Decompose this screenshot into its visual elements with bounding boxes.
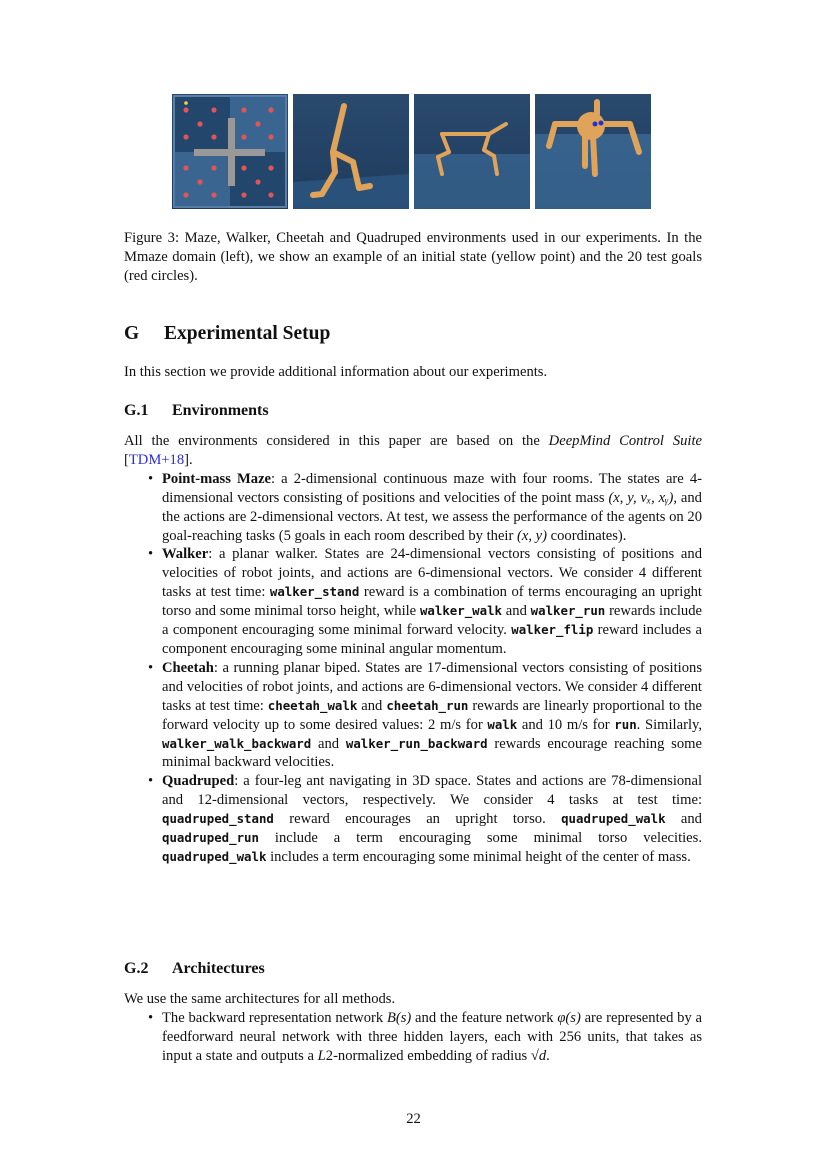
italic-text: DeepMind Control Suite xyxy=(548,433,702,449)
text-run: and 10 m/s for xyxy=(517,716,615,733)
text-run: ]. xyxy=(184,451,193,468)
text-run: rewards include a component encouraging some minimal forward velocity. xyxy=(162,603,702,639)
maze-environment-image xyxy=(172,94,288,209)
bullet-item xyxy=(162,470,702,546)
code-term: walker_run_backward xyxy=(345,735,488,751)
text-run: All the environments considered in this paper are based on the xyxy=(124,433,549,449)
section-intro xyxy=(124,363,702,382)
text-run: : a running planar biped. States are 17-dimensional vectors consisting of positions and velocities of robot joints, and actions are 6-dimensional vectors. We consider 4 different tasks at test time: xyxy=(162,659,702,714)
code-term: walker_walk_backward xyxy=(162,735,312,751)
subsection-title: Environments xyxy=(172,402,269,419)
section-heading xyxy=(124,323,330,345)
code-term: walker_run xyxy=(530,603,606,619)
environments-intro xyxy=(124,432,702,470)
text-run: rewards encourage reaching some minimal backward velocities. xyxy=(162,735,702,771)
text-run: and xyxy=(502,603,531,620)
environments-content xyxy=(124,432,702,867)
subsection-heading-environments xyxy=(124,402,269,420)
text-run: . xyxy=(546,1047,550,1064)
figure-caption xyxy=(124,229,702,286)
citation-link[interactable]: TDM+18 xyxy=(128,451,185,468)
architectures-content xyxy=(124,990,702,1066)
bold-term: Cheetah xyxy=(162,659,214,676)
text-run: reward encourages an upright torso. xyxy=(273,811,562,828)
code-term: quadruped_stand xyxy=(162,811,274,827)
text-run: : a planar walker. States are 24-dimensional vectors consisting of positions and velocities of robot joints, and actions are 6-dimensional vectors. We consider 4 different tasks at test time: xyxy=(162,546,702,601)
environments-list xyxy=(124,470,702,867)
text-run: and the feature network xyxy=(411,1009,558,1026)
text-run: , and the actions are 2-dimensional vectors. At test, we assess the performance of the agents on 20 goal-reaching tasks (5 goals in each room described by their xyxy=(162,489,702,544)
code-term: quadruped_run xyxy=(162,830,259,846)
subsection-heading-architectures xyxy=(124,960,265,978)
text-run: 2-normalized embedding of radius xyxy=(325,1047,531,1064)
text-run: [ xyxy=(124,451,129,468)
text-run: and xyxy=(357,697,387,714)
text-run: and xyxy=(311,735,346,752)
code-term: cheetah_run xyxy=(386,697,469,713)
text-run: reward is a combination of terms encouraging an upright torso and some minimal torso height, while xyxy=(162,584,702,620)
text-run: : a four-leg ant navigating in 3D space. States and actions are 78-dimensional and 12-dimensional vectors, respectively. We consider 4 tasks at test time: xyxy=(162,773,702,809)
code-term: walker_walk xyxy=(419,603,503,619)
math-expression: (x, y, vₓ, xᵧ) xyxy=(608,489,674,506)
text-run: : a 2-dimensional continuous maze with four rooms. The states are 4-dimensional vectors consisting of positions and velocities of the point mass xyxy=(162,470,703,506)
math-expression: (x, y) xyxy=(517,527,547,544)
section-intro-text: In this section we provide additional information about our experiments. xyxy=(124,364,548,380)
section-number: G xyxy=(124,323,140,344)
page-number: 22 xyxy=(406,1111,421,1127)
architectures-intro: We use the same architectures for all methods. xyxy=(124,991,396,1007)
section-title: Experimental Setup xyxy=(164,323,331,344)
walker-environment-image xyxy=(293,94,409,209)
bold-term: Point-mass Maze xyxy=(162,470,272,487)
text-run: reward includes a component encouraging some mininal angular momentum. xyxy=(162,622,702,657)
bold-term: Walker xyxy=(162,546,209,563)
math-expression: L xyxy=(317,1047,326,1064)
code-term: quadruped_walk xyxy=(561,811,666,827)
bullet-item xyxy=(162,1009,702,1066)
text-run: . Similarly, xyxy=(636,716,702,733)
text-run: coordinates). xyxy=(546,527,627,544)
subsection-number: G.1 xyxy=(124,402,149,419)
text-run: The backward representation network xyxy=(162,1009,387,1026)
bullet-item xyxy=(162,545,702,658)
architectures-list xyxy=(124,1009,702,1066)
bullet-item xyxy=(162,659,702,772)
code-term: quadruped_walk xyxy=(162,848,267,864)
subsection-title: Architectures xyxy=(172,960,265,977)
code-term: run xyxy=(614,716,637,732)
math-expression: √d xyxy=(530,1047,547,1064)
environment-figure xyxy=(172,94,651,209)
text-run: includes a term encouraging some minimal height of the center of mass. xyxy=(266,848,691,865)
text-run: rewards are linearly proportional to the forward velocity up to some desired values: 2 m/s for xyxy=(162,697,702,733)
subsection-number: G.2 xyxy=(124,960,149,977)
figure-caption-text: Figure 3: Maze, Walker, Cheetah and Quadruped environments used in our experiments. In the Mmaze domain (left), we show an example of an initial state (yellow point) and the 20 test goals (red circles). xyxy=(124,230,702,284)
math-expression: B(s) xyxy=(386,1009,412,1026)
bullet-item xyxy=(162,772,702,867)
quadruped-environment-image xyxy=(535,94,651,209)
code-term: cheetah_walk xyxy=(267,697,358,713)
text-run: and xyxy=(665,811,702,828)
code-term: walker_stand xyxy=(269,584,360,600)
code-term: walker_flip xyxy=(511,622,594,638)
math-expression: φ(s) xyxy=(557,1009,581,1026)
cheetah-environment-image xyxy=(414,94,530,209)
text-run: include a term encouraging some minimal torso velecities. xyxy=(258,830,702,847)
text-run: are represented by a feedforward neural network with three hidden layers, each with 256 units, that takes as input a state and outputs a xyxy=(162,1009,703,1064)
bold-term: Quadruped xyxy=(162,773,235,790)
code-term: walk xyxy=(487,716,518,732)
